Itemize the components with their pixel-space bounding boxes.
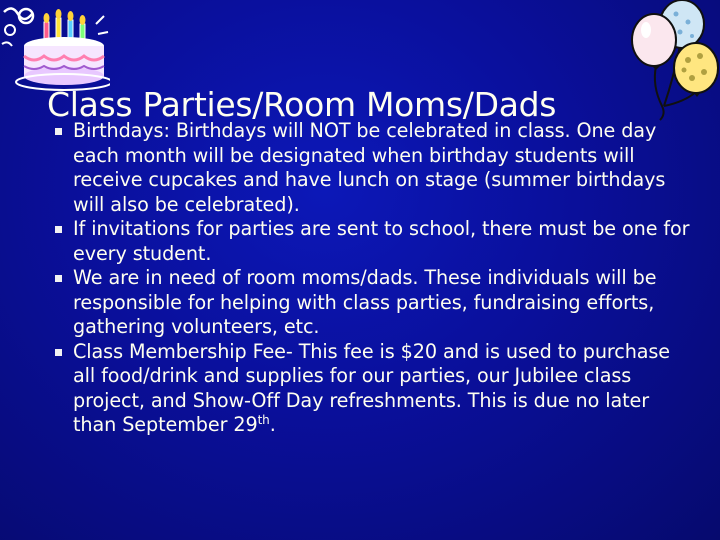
balloons-icon: [622, 0, 720, 122]
square-bullet-icon: [55, 128, 62, 135]
slide-title: Class Parties/Room Moms/Dads: [47, 85, 557, 124]
bullet-item-birthdays: [58, 119, 698, 217]
bullet-text: We are in need of room moms/dads. These individuals will be responsible for helping with class parties, fundraising efforts, gathering volunteers, etc.: [73, 266, 657, 338]
square-bullet-icon: [55, 226, 62, 233]
square-bullet-icon: [55, 349, 62, 356]
ordinal-suffix: th: [257, 413, 270, 427]
bullet-item-room-parents: [58, 266, 698, 340]
bullet-item-membership-fee: [58, 340, 698, 438]
bullet-text-end: .: [269, 413, 276, 436]
bullet-text: Class Membership Fee- This fee is $20 and is used to purchase all food/drink and supplies for our parties, our Jubilee class project, and Show-Off Day refreshments. This is due no later than September 29: [73, 339, 671, 436]
square-bullet-icon: [55, 275, 62, 282]
bullet-text: Birthdays: Birthdays will NOT be celebrated in class. One day each month will be designated when birthday students will receive cupcakes and have lunch on stage (summer birthdays will also be celebrated).: [73, 119, 666, 216]
bullet-list: [58, 119, 698, 438]
bullet-text: If invitations for parties are sent to school, there must be one for every student.: [73, 217, 690, 265]
bullet-item-invitations: [58, 217, 698, 266]
